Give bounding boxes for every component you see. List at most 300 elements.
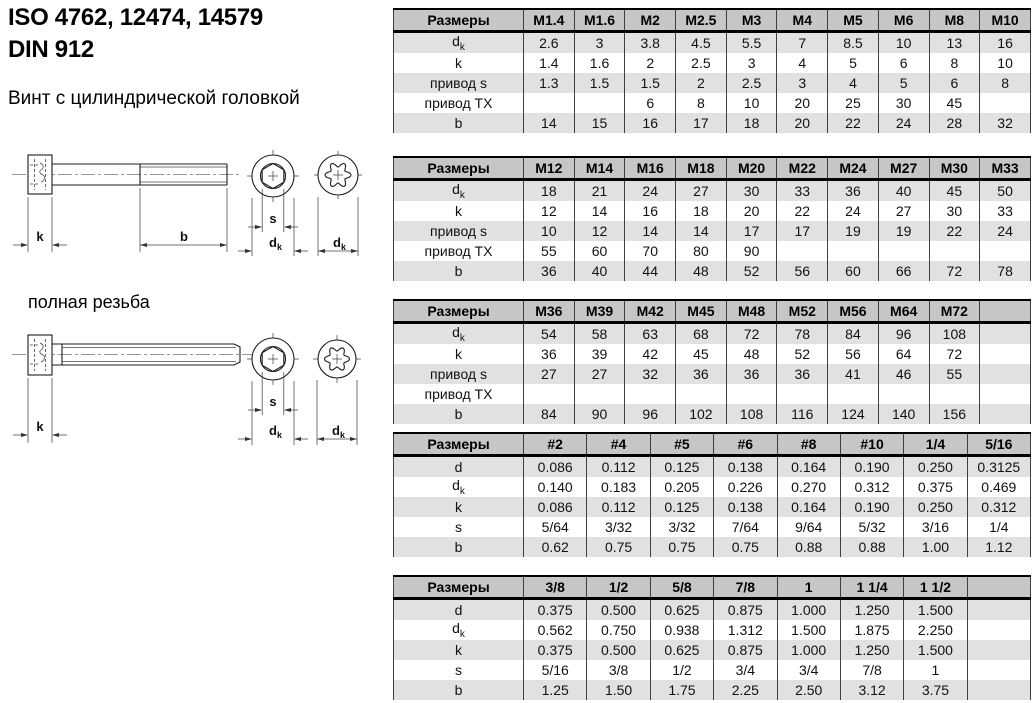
value-cell: 1.4 bbox=[524, 53, 575, 73]
size-column-header: M56 bbox=[828, 300, 879, 323]
value-cell bbox=[967, 640, 1030, 660]
value-cell: 3.12 bbox=[840, 680, 903, 700]
table-row bbox=[394, 599, 1031, 621]
value-cell: 8 bbox=[676, 93, 727, 113]
value-cell: 0.190 bbox=[840, 497, 903, 517]
row-label: s bbox=[394, 517, 524, 537]
product-subtitle: Винт с цилиндрической головкой bbox=[8, 88, 300, 109]
value-cell: 80 bbox=[676, 241, 727, 261]
value-cell: 64 bbox=[878, 344, 929, 364]
value-cell: 70 bbox=[625, 241, 676, 261]
value-cell: 30 bbox=[878, 93, 929, 113]
screw-head-outline bbox=[28, 335, 52, 375]
value-cell: 33 bbox=[980, 201, 1031, 221]
value-cell bbox=[726, 384, 777, 404]
size-column-header: M14 bbox=[574, 157, 625, 180]
value-cell: 50 bbox=[980, 180, 1031, 202]
dimensions-column-header: Размеры bbox=[394, 576, 524, 599]
value-cell: 22 bbox=[929, 221, 980, 241]
value-cell: 0.250 bbox=[904, 497, 967, 517]
size-column-header: M1.6 bbox=[574, 9, 625, 32]
value-cell: 44 bbox=[625, 261, 676, 281]
value-cell: 30 bbox=[929, 201, 980, 221]
value-cell: 3 bbox=[777, 73, 828, 93]
value-cell: 1.312 bbox=[714, 620, 777, 640]
value-cell: 0.500 bbox=[587, 599, 650, 621]
size-column-header: M2.5 bbox=[676, 9, 727, 32]
value-cell: 68 bbox=[676, 323, 727, 345]
table-row bbox=[394, 537, 1031, 557]
size-column-header: M30 bbox=[929, 157, 980, 180]
value-cell: 96 bbox=[625, 404, 676, 424]
value-cell: 0.270 bbox=[777, 477, 840, 497]
table-row bbox=[394, 660, 1031, 680]
value-cell bbox=[574, 93, 625, 113]
value-cell: 0.226 bbox=[714, 477, 777, 497]
size-column-header: M12 bbox=[524, 157, 575, 180]
value-cell: 7/8 bbox=[840, 660, 903, 680]
row-label: $d_k$ bbox=[394, 323, 524, 345]
dimension-dk-label: $d_k$ bbox=[332, 423, 345, 440]
value-cell: 27 bbox=[878, 201, 929, 221]
value-cell: 0.469 bbox=[967, 477, 1030, 497]
value-cell: 24 bbox=[625, 180, 676, 202]
value-cell: 60 bbox=[574, 241, 625, 261]
size-column-header: M16 bbox=[625, 157, 676, 180]
value-cell: 3.75 bbox=[904, 680, 967, 700]
table-row bbox=[394, 201, 1031, 221]
value-cell: 63 bbox=[625, 323, 676, 345]
size-column-header: 7/8 bbox=[714, 576, 777, 599]
value-cell: 16 bbox=[980, 32, 1031, 54]
value-cell: 4.5 bbox=[676, 32, 727, 54]
value-cell: 17 bbox=[676, 113, 727, 133]
header-row bbox=[394, 300, 1031, 323]
value-cell: 90 bbox=[574, 404, 625, 424]
size-column-header: #8 bbox=[777, 433, 840, 456]
value-cell bbox=[777, 384, 828, 404]
metric-table-m36-m72 bbox=[393, 299, 1031, 424]
value-cell bbox=[524, 93, 575, 113]
size-column-header: M8 bbox=[929, 9, 980, 32]
row-label: b bbox=[394, 261, 524, 281]
value-cell: 5/16 bbox=[524, 660, 587, 680]
row-label: k bbox=[394, 640, 524, 660]
value-cell: 45 bbox=[929, 93, 980, 113]
row-label: $d_k$ bbox=[394, 32, 524, 54]
size-column-header: M24 bbox=[828, 157, 879, 180]
value-cell: 156 bbox=[929, 404, 980, 424]
value-cell: 16 bbox=[625, 113, 676, 133]
value-cell: 1.250 bbox=[840, 640, 903, 660]
row-label: b bbox=[394, 537, 524, 557]
dimension-s-label: s bbox=[269, 394, 277, 409]
value-cell: 9/64 bbox=[777, 517, 840, 537]
size-column-header: M3 bbox=[726, 9, 777, 32]
value-cell: 0.312 bbox=[840, 477, 903, 497]
value-cell: 1.12 bbox=[967, 537, 1030, 557]
dimension-dk-right bbox=[318, 197, 358, 256]
dimensions-column-header: Размеры bbox=[394, 433, 524, 456]
value-cell: 54 bbox=[524, 323, 575, 345]
value-cell: 0.112 bbox=[587, 497, 650, 517]
value-cell: 0.625 bbox=[650, 640, 713, 660]
size-column-header: #6 bbox=[714, 433, 777, 456]
value-cell: 0.205 bbox=[650, 477, 713, 497]
value-cell: 14 bbox=[524, 113, 575, 133]
value-cell: 0.938 bbox=[650, 620, 713, 640]
size-column-header: 1/2 bbox=[587, 576, 650, 599]
size-column-header: M48 bbox=[726, 300, 777, 323]
row-label: b bbox=[394, 680, 524, 700]
value-cell: 45 bbox=[676, 344, 727, 364]
table-row bbox=[394, 53, 1031, 73]
value-cell: 1.25 bbox=[524, 680, 587, 700]
screw-drawing-full-thread bbox=[10, 318, 390, 453]
table-row bbox=[394, 497, 1031, 517]
value-cell: 0.164 bbox=[777, 497, 840, 517]
value-cell: 1.50 bbox=[587, 680, 650, 700]
value-cell: 90 bbox=[726, 241, 777, 261]
value-cell bbox=[980, 93, 1031, 113]
value-cell: 36 bbox=[524, 344, 575, 364]
size-column-header: M33 bbox=[980, 157, 1031, 180]
row-label: $d_k$ bbox=[394, 180, 524, 202]
table-row bbox=[394, 456, 1031, 478]
value-cell bbox=[980, 241, 1031, 261]
row-label: k bbox=[394, 53, 524, 73]
header-row bbox=[394, 9, 1031, 32]
imperial-table-no2-516 bbox=[393, 432, 1031, 557]
value-cell: 17 bbox=[777, 221, 828, 241]
value-cell: 2.25 bbox=[714, 680, 777, 700]
value-cell: 13 bbox=[929, 32, 980, 54]
value-cell: 5 bbox=[878, 73, 929, 93]
value-cell: 36 bbox=[777, 364, 828, 384]
value-cell bbox=[929, 241, 980, 261]
value-cell: 56 bbox=[828, 344, 879, 364]
row-label: привод TX bbox=[394, 384, 524, 404]
standard-din-line: DIN 912 bbox=[8, 36, 94, 63]
value-cell: 45 bbox=[929, 180, 980, 202]
value-cell: 27 bbox=[524, 364, 575, 384]
value-cell: 24 bbox=[828, 201, 879, 221]
value-cell: 36 bbox=[828, 180, 879, 202]
value-cell: 32 bbox=[625, 364, 676, 384]
value-cell: 6 bbox=[878, 53, 929, 73]
value-cell: 20 bbox=[777, 113, 828, 133]
value-cell: 6 bbox=[929, 73, 980, 93]
table-row bbox=[394, 640, 1031, 660]
value-cell: 1.000 bbox=[777, 640, 840, 660]
size-column-header: 1 bbox=[777, 576, 840, 599]
screw-head-outline bbox=[28, 155, 52, 194]
value-cell: 42 bbox=[625, 344, 676, 364]
value-cell: 55 bbox=[929, 364, 980, 384]
value-cell: 16 bbox=[625, 201, 676, 221]
value-cell: 0.312 bbox=[967, 497, 1030, 517]
table-row bbox=[394, 404, 1031, 424]
value-cell: 0.750 bbox=[587, 620, 650, 640]
table-row bbox=[394, 241, 1031, 261]
value-cell: 27 bbox=[676, 180, 727, 202]
table-row bbox=[394, 477, 1031, 497]
row-label: привод s bbox=[394, 73, 524, 93]
value-cell: 8.5 bbox=[828, 32, 879, 54]
size-column-header: M45 bbox=[676, 300, 727, 323]
row-label: d bbox=[394, 599, 524, 621]
value-cell: 20 bbox=[726, 201, 777, 221]
header-row bbox=[394, 576, 1031, 599]
value-cell: 0.125 bbox=[650, 497, 713, 517]
value-cell: 1.00 bbox=[904, 537, 967, 557]
value-cell: 48 bbox=[676, 261, 727, 281]
value-cell: 2.6 bbox=[524, 32, 575, 54]
value-cell bbox=[777, 241, 828, 261]
value-cell: 5 bbox=[828, 53, 879, 73]
table-row bbox=[394, 680, 1031, 700]
value-cell bbox=[967, 680, 1030, 700]
value-cell: 2 bbox=[676, 73, 727, 93]
dimension-k bbox=[13, 197, 67, 252]
row-label: $d_k$ bbox=[394, 477, 524, 497]
value-cell: 1.5 bbox=[625, 73, 676, 93]
value-cell bbox=[980, 404, 1031, 424]
size-column-header: #10 bbox=[840, 433, 903, 456]
value-cell: 10 bbox=[726, 93, 777, 113]
value-cell: 5/32 bbox=[840, 517, 903, 537]
value-cell: 108 bbox=[726, 404, 777, 424]
value-cell: 3/32 bbox=[650, 517, 713, 537]
value-cell: 14 bbox=[625, 221, 676, 241]
value-cell: 3.8 bbox=[625, 32, 676, 54]
value-cell bbox=[980, 323, 1031, 345]
size-column-header: M36 bbox=[524, 300, 575, 323]
row-label: k bbox=[394, 344, 524, 364]
value-cell bbox=[929, 384, 980, 404]
value-cell: 56 bbox=[777, 261, 828, 281]
dimensions-column-header: Размеры bbox=[394, 157, 524, 180]
value-cell: 18 bbox=[726, 113, 777, 133]
size-column-header: M72 bbox=[929, 300, 980, 323]
value-cell: 24 bbox=[878, 113, 929, 133]
value-cell: 3 bbox=[726, 53, 777, 73]
value-cell: 60 bbox=[828, 261, 879, 281]
table-row bbox=[394, 73, 1031, 93]
size-column-header: 1 1/4 bbox=[840, 576, 903, 599]
value-cell: 19 bbox=[828, 221, 879, 241]
value-cell: 1.500 bbox=[904, 599, 967, 621]
value-cell: 84 bbox=[524, 404, 575, 424]
value-cell bbox=[524, 384, 575, 404]
value-cell: 3/4 bbox=[777, 660, 840, 680]
table-row bbox=[394, 113, 1031, 133]
value-cell: 41 bbox=[828, 364, 879, 384]
metric-table-m1_4-m10 bbox=[393, 8, 1031, 133]
header-row bbox=[394, 157, 1031, 180]
value-cell bbox=[980, 384, 1031, 404]
value-cell: 0.183 bbox=[587, 477, 650, 497]
page-title bbox=[8, 2, 263, 66]
value-cell: 1.3 bbox=[524, 73, 575, 93]
table-row bbox=[394, 620, 1031, 640]
size-column-header: M4 bbox=[777, 9, 828, 32]
value-cell: 0.138 bbox=[714, 497, 777, 517]
value-cell: 1.6 bbox=[574, 53, 625, 73]
value-cell: 24 bbox=[980, 221, 1031, 241]
value-cell: 78 bbox=[980, 261, 1031, 281]
size-column-header: M39 bbox=[574, 300, 625, 323]
value-cell: 0.125 bbox=[650, 456, 713, 478]
value-cell: 72 bbox=[726, 323, 777, 345]
value-cell: 15 bbox=[574, 113, 625, 133]
value-cell: 0.140 bbox=[524, 477, 587, 497]
value-cell: 0.3125 bbox=[967, 456, 1030, 478]
value-cell: 72 bbox=[929, 344, 980, 364]
dimension-b-label: b bbox=[180, 229, 188, 244]
value-cell: 40 bbox=[878, 180, 929, 202]
size-column-header: #5 bbox=[650, 433, 713, 456]
value-cell: 0.250 bbox=[904, 456, 967, 478]
value-cell: 3/4 bbox=[714, 660, 777, 680]
dimension-dk-label: $d_k$ bbox=[269, 423, 282, 440]
value-cell: 4 bbox=[828, 73, 879, 93]
value-cell: 22 bbox=[828, 113, 879, 133]
value-cell: 78 bbox=[777, 323, 828, 345]
table-row bbox=[394, 180, 1031, 202]
value-cell: 12 bbox=[524, 201, 575, 221]
row-label: b bbox=[394, 113, 524, 133]
value-cell: 84 bbox=[828, 323, 879, 345]
value-cell: 30 bbox=[726, 180, 777, 202]
value-cell: 1/2 bbox=[650, 660, 713, 680]
value-cell: 0.88 bbox=[777, 537, 840, 557]
value-cell: 4 bbox=[777, 53, 828, 73]
value-cell: 2 bbox=[625, 53, 676, 73]
value-cell: 39 bbox=[574, 344, 625, 364]
size-column-header: M6 bbox=[878, 9, 929, 32]
header-row bbox=[394, 433, 1031, 456]
value-cell: 28 bbox=[929, 113, 980, 133]
value-cell: 0.138 bbox=[714, 456, 777, 478]
value-cell: 8 bbox=[929, 53, 980, 73]
value-cell: 55 bbox=[524, 241, 575, 261]
table-row bbox=[394, 384, 1031, 404]
value-cell: 18 bbox=[676, 201, 727, 221]
value-cell: 0.500 bbox=[587, 640, 650, 660]
value-cell: 108 bbox=[929, 323, 980, 345]
value-cell: 124 bbox=[828, 404, 879, 424]
value-cell: 0.375 bbox=[904, 477, 967, 497]
torx-end-view bbox=[313, 335, 361, 383]
value-cell: 1.250 bbox=[840, 599, 903, 621]
value-cell: 1.000 bbox=[777, 599, 840, 621]
row-label: k bbox=[394, 497, 524, 517]
size-column-header: 1/4 bbox=[904, 433, 967, 456]
value-cell: 0.375 bbox=[524, 599, 587, 621]
value-cell: 0.190 bbox=[840, 456, 903, 478]
value-cell: 20 bbox=[777, 93, 828, 113]
value-cell bbox=[676, 384, 727, 404]
value-cell bbox=[574, 384, 625, 404]
screw-drawing-partial-thread bbox=[10, 142, 390, 272]
value-cell: 32 bbox=[980, 113, 1031, 133]
value-cell: 10 bbox=[524, 221, 575, 241]
table-row bbox=[394, 93, 1031, 113]
size-column-header: M10 bbox=[980, 9, 1031, 32]
value-cell: 2.50 bbox=[777, 680, 840, 700]
table-row bbox=[394, 364, 1031, 384]
size-column-header: #2 bbox=[524, 433, 587, 456]
value-cell: 36 bbox=[676, 364, 727, 384]
value-cell: 14 bbox=[676, 221, 727, 241]
value-cell bbox=[878, 384, 929, 404]
hex-socket-end-view bbox=[247, 333, 299, 385]
value-cell: 36 bbox=[726, 364, 777, 384]
value-cell bbox=[967, 620, 1030, 640]
size-column-header: M5 bbox=[828, 9, 879, 32]
value-cell: 19 bbox=[878, 221, 929, 241]
value-cell: 3 bbox=[574, 32, 625, 54]
value-cell: 27 bbox=[574, 364, 625, 384]
value-cell: 2.5 bbox=[676, 53, 727, 73]
row-label: привод s bbox=[394, 364, 524, 384]
value-cell: 0.086 bbox=[524, 497, 587, 517]
value-cell: 36 bbox=[524, 261, 575, 281]
table-row bbox=[394, 221, 1031, 241]
dimension-dk-label: $d_k$ bbox=[333, 235, 346, 252]
dimensions-column-header: Размеры bbox=[394, 9, 524, 32]
value-cell: 1.5 bbox=[574, 73, 625, 93]
value-cell: 25 bbox=[828, 93, 879, 113]
value-cell: 46 bbox=[878, 364, 929, 384]
value-cell: 0.75 bbox=[587, 537, 650, 557]
value-cell: 7/64 bbox=[714, 517, 777, 537]
value-cell: 1.500 bbox=[777, 620, 840, 640]
row-label: $d_k$ bbox=[394, 620, 524, 640]
value-cell: 8 bbox=[980, 73, 1031, 93]
full-thread-label: полная резьба bbox=[28, 292, 150, 312]
value-cell: 0.112 bbox=[587, 456, 650, 478]
size-column-header: #4 bbox=[587, 433, 650, 456]
size-column-header: M1.4 bbox=[524, 9, 575, 32]
dimension-dk-label: $d_k$ bbox=[269, 235, 282, 252]
value-cell: 1.75 bbox=[650, 680, 713, 700]
size-column-header: 5/8 bbox=[650, 576, 713, 599]
value-cell: 40 bbox=[574, 261, 625, 281]
dimensions-column-header: Размеры bbox=[394, 300, 524, 323]
value-cell: 33 bbox=[777, 180, 828, 202]
size-column-header: 3/8 bbox=[524, 576, 587, 599]
table-row bbox=[394, 32, 1031, 54]
value-cell: 0.875 bbox=[714, 599, 777, 621]
value-cell: 0.875 bbox=[714, 640, 777, 660]
table-row bbox=[394, 323, 1031, 345]
value-cell: 48 bbox=[726, 344, 777, 364]
value-cell: 72 bbox=[929, 261, 980, 281]
hex-socket-end-view bbox=[247, 150, 299, 202]
value-cell: 3/8 bbox=[587, 660, 650, 680]
dimension-s-label: s bbox=[269, 211, 277, 226]
value-cell: 12 bbox=[574, 221, 625, 241]
row-label: d bbox=[394, 456, 524, 478]
value-cell: 66 bbox=[878, 261, 929, 281]
row-label: s bbox=[394, 660, 524, 680]
value-cell: 0.625 bbox=[650, 599, 713, 621]
value-cell: 10 bbox=[980, 53, 1031, 73]
value-cell: 1.875 bbox=[840, 620, 903, 640]
value-cell: 140 bbox=[878, 404, 929, 424]
